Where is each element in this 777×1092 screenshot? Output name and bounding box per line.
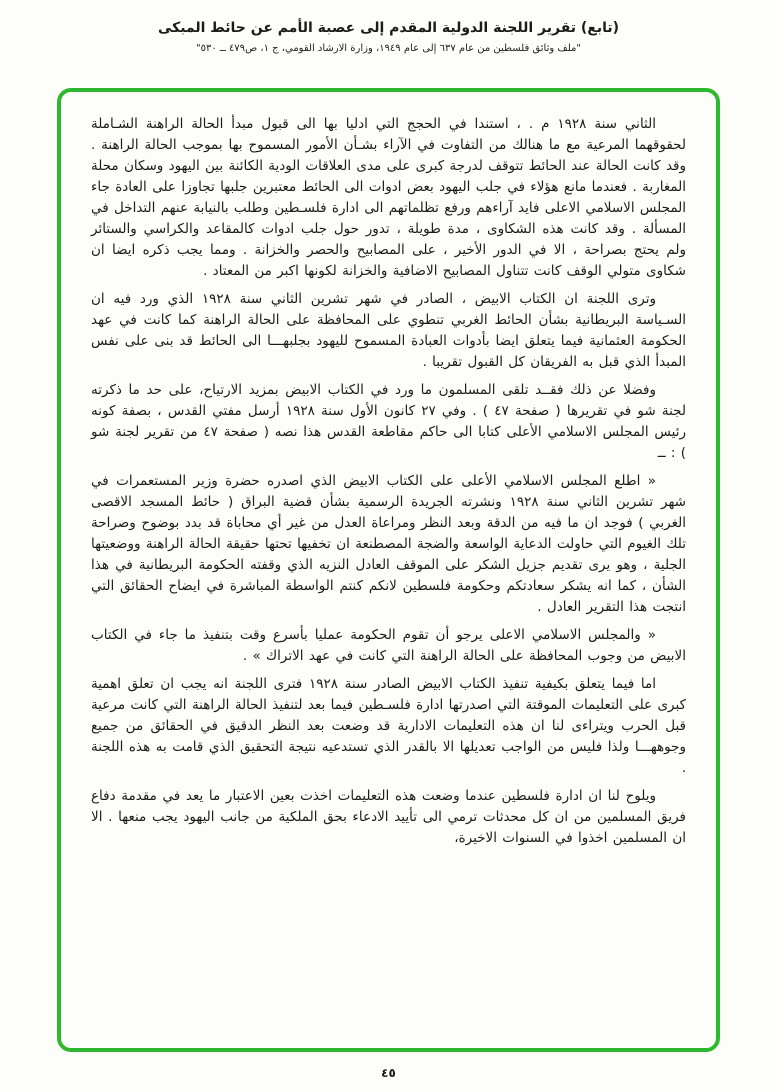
body-paragraph: وترى اللجنة ان الكتاب الابيض ، الصادر في شهر تشرين الثاني سنة ١٩٢٨ الذي ورد فيه ان السـياسة البريطانية بشأن الحائط الغربي تنطوي على المحافظة على الحالة الراهنة كما كانت في عهد الحكومة العثمانية فيما يتعلق ايضا بأدوات العبادة المسموح لليهود بجلبهـــا الى الحائط قد بنى على نفس المبدأ الذي قبل به الفريقان كل القبول تقريبا .: [91, 291, 686, 370]
page-number: ٤٥: [381, 1066, 396, 1080]
document-source-citation: "ملف وثائق فلسطين من عام ٦٣٧ إلى عام ١٩٤٩، وزارة الارشاد القومي، ج ١، ص٤٧٩ ــ ٥٣٠": [195, 43, 582, 54]
body-paragraph: الثاني سنة ١٩٢٨ م . ، استندا في الحجج التي ادليا بها الى قبول مبدأ الحالة الراهنة الشـاملة لحقوقهما المرعية مع ما هنالك من التفاوت في الآراء بشـأن الأمور المسموح بها بموجب الحالة الراهنة . وقد كانت الحالة عند الحائط تتوقف لدرجة كبرى على مدى العلاقات الودية الكائنة بين اليهود وسكان محلة المغاربة . فعندما مانع هؤلاء في جلب اليهود بعض ادوات الى الحائط معتبرين جلبها تجاوزا على العادة جاء المجلس الاسلامي الاعلى فايد آراءهم ورفع تظلماتهم الى ادارة فلسـطين وطلب بالنيابة عنهم التداخل في المسألة . وقد كانت هذه الشكاوى ، مدة طويلة ، تدور حول جلب ادوات كالمقاعد والكراسي والستائر ولم يحتج بصراحة ، الا في الدور الأخير ، على المصابيح والحصر والخزانة . ومما يجب ذكره ايضا ان شكاوى متولي الوقف كانت تتناول المصابيح الاضافية والخزانة لكونها اكبر من المعتاد .: [91, 116, 686, 279]
body-paragraph: ويلوح لنا ان ادارة فلسطين عندما وضعت هذه التعليمات اخذت بعين الاعتبار ما يعد في مقدمة دفاع فريق المسلمين من ان كل محدثات ترمي الى تأييد الادعاء بحق الملكية من جانب اليهود يجب منعها . الا ان المسلمين اخذوا في السنوات الاخيرة،: [91, 788, 686, 846]
body-paragraph: « والمجلس الاسلامي الاعلى يرجو أن تقوم الحكومة عمليا بأسرع وقت بتنفيذ ما جاء في الكتاب الابيض من وجوب المحافظة على الحالة الراهنة التي كانت في عهد الاتراك » .: [91, 627, 686, 664]
body-paragraph: اما فيما يتعلق بكيفية تنفيذ الكتاب الابيض الصادر سنة ١٩٢٨ فترى اللجنة انه يجب ان تعلق اهمية كبرى على التعليمات الموقتة التي اصدرتها ادارة فلسـطين فيما بعد لتنفيذ الحالة الراهنة التي كانت مرعية قبل الحرب ويتراءى لنا ان هذه التعليمات الادارية قد وضعت بعد النظر الدقيق في الحقائق من جميع وجوههـــا ولذا فليس من الواجب تعديلها الا بالقدر الذي تستدعيه نتيجة التحقيق الذي قامت به هذه اللجنة .: [91, 676, 686, 776]
page-header: [0, 0, 777, 54]
body-paragraph: وفضلا عن ذلك فقــد تلقى المسلمون ما ورد في الكتاب الابيض بمزيد الارتياح، على حد ما ذكرته لجنة شو في تقريرها ( صفحة ٤٧ ) . وفي ٢٧ كانون الأول سنة ١٩٢٨ أرسل مفتي القدس ، بصفة كونه رئيس المجلس الاسلامي الأعلى كتابا الى حاكم مقاطعة القدس هذا نصه ( صفحة ٤٧ من تقرير لجنة شو ) : ــ: [91, 382, 686, 461]
highlight-border-box: [57, 88, 720, 1052]
body-paragraph: « اطلع المجلس الاسلامي الأعلى على الكتاب الابيض الذي اصدره حضرة وزير المستعمرات في شهر تشرين الثاني سنة ١٩٢٨ ونشرته الجريدة الرسمية بشأن قضية البراق ( حائط المسجد الاقصى الغربي ) فوجد ان ما فيه من الدقة وبعد النظر ومراعاة العدل من غير أي محاباة قد بدد بوضوح وصراحة تلك الغيوم التي حاولت الدعاية الواسعة والضجة المصطنعة ان تخفيها تحتها حقيقة الحالة الراهنة ووضعيتها الجلية ، وهو يرى تقديم جزيل الشكر على الموقف العادل النزيه الذي وقفته الحكومة البريطانية في هذا الشأن ، كما انه يشكر سعادتكم وحكومة فلسطين لانكم كنتم الواسطة المباشرة في ايضاح الحقائق التي انتجت هذا التقرير العادل .: [91, 473, 686, 615]
document-title: (تابع) تقرير اللجنة الدولية المقدم إلى عصبة الأمم عن حائط المبكى: [157, 20, 620, 36]
